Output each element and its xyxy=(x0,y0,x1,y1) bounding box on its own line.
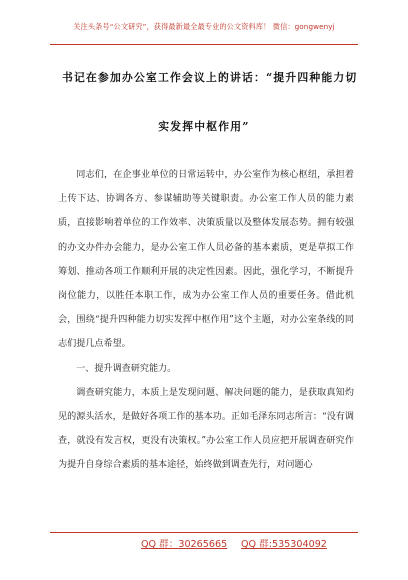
header-divider xyxy=(50,44,358,45)
document-title-line-1: 书记在参加办公室工作会议上的讲话：“提升四种能力切 xyxy=(62,71,358,84)
body-paragraph-intro: 同志们，在企事业单位的日常运转中，办公室作为核心枢纽，承担着上传下达、协调各方、参谋辅助等关键职责。办公室工作人员的能力素质，直接影响着单位的工作效率、决策质量以及整体发展态势。拥有较强的办文办件办会能力，是办公室工作人员必备的基本素质，更是草拟工作筹划、推动各项工作顺利开展的决定性因素。因此，强化学习，不断提升岗位能力，以胜任本职工作，成为办公室工作人员的重要任务。借此机会，围绕“提升四种能力切实发挥中枢作用”这个主题，对办公室条线的同志们提几点希望。 xyxy=(58,170,354,350)
body-paragraph-research: 调查研究能力，本质上是发现问题、解决问题的能力，是获取真知灼见的源头活水，是做好各项工作的基本功。正如毛泽东同志所言：“没有调查，就没有发言权，更没有决策权。”办公室工作人员应把开展调查研究作为提升自身综合素质的基本途径，始终做到调查先行，对问题心 xyxy=(58,387,354,471)
section-heading-research: 一、提升调查研究能力。 xyxy=(76,363,177,374)
document-body xyxy=(58,163,354,478)
qq-group-link-1[interactable]: QQ 群：30265665 xyxy=(141,539,228,550)
qq-group-link-2[interactable]: QQ 群:535304092 xyxy=(241,539,327,550)
footer-divider xyxy=(50,532,358,533)
header-banner: 关注头条号“公文研究”，获得最新最全最专业的公文资料库！ 微信：gongwenyj xyxy=(73,22,335,31)
document-title-line-2: 实发挥中枢作用” xyxy=(158,120,250,133)
